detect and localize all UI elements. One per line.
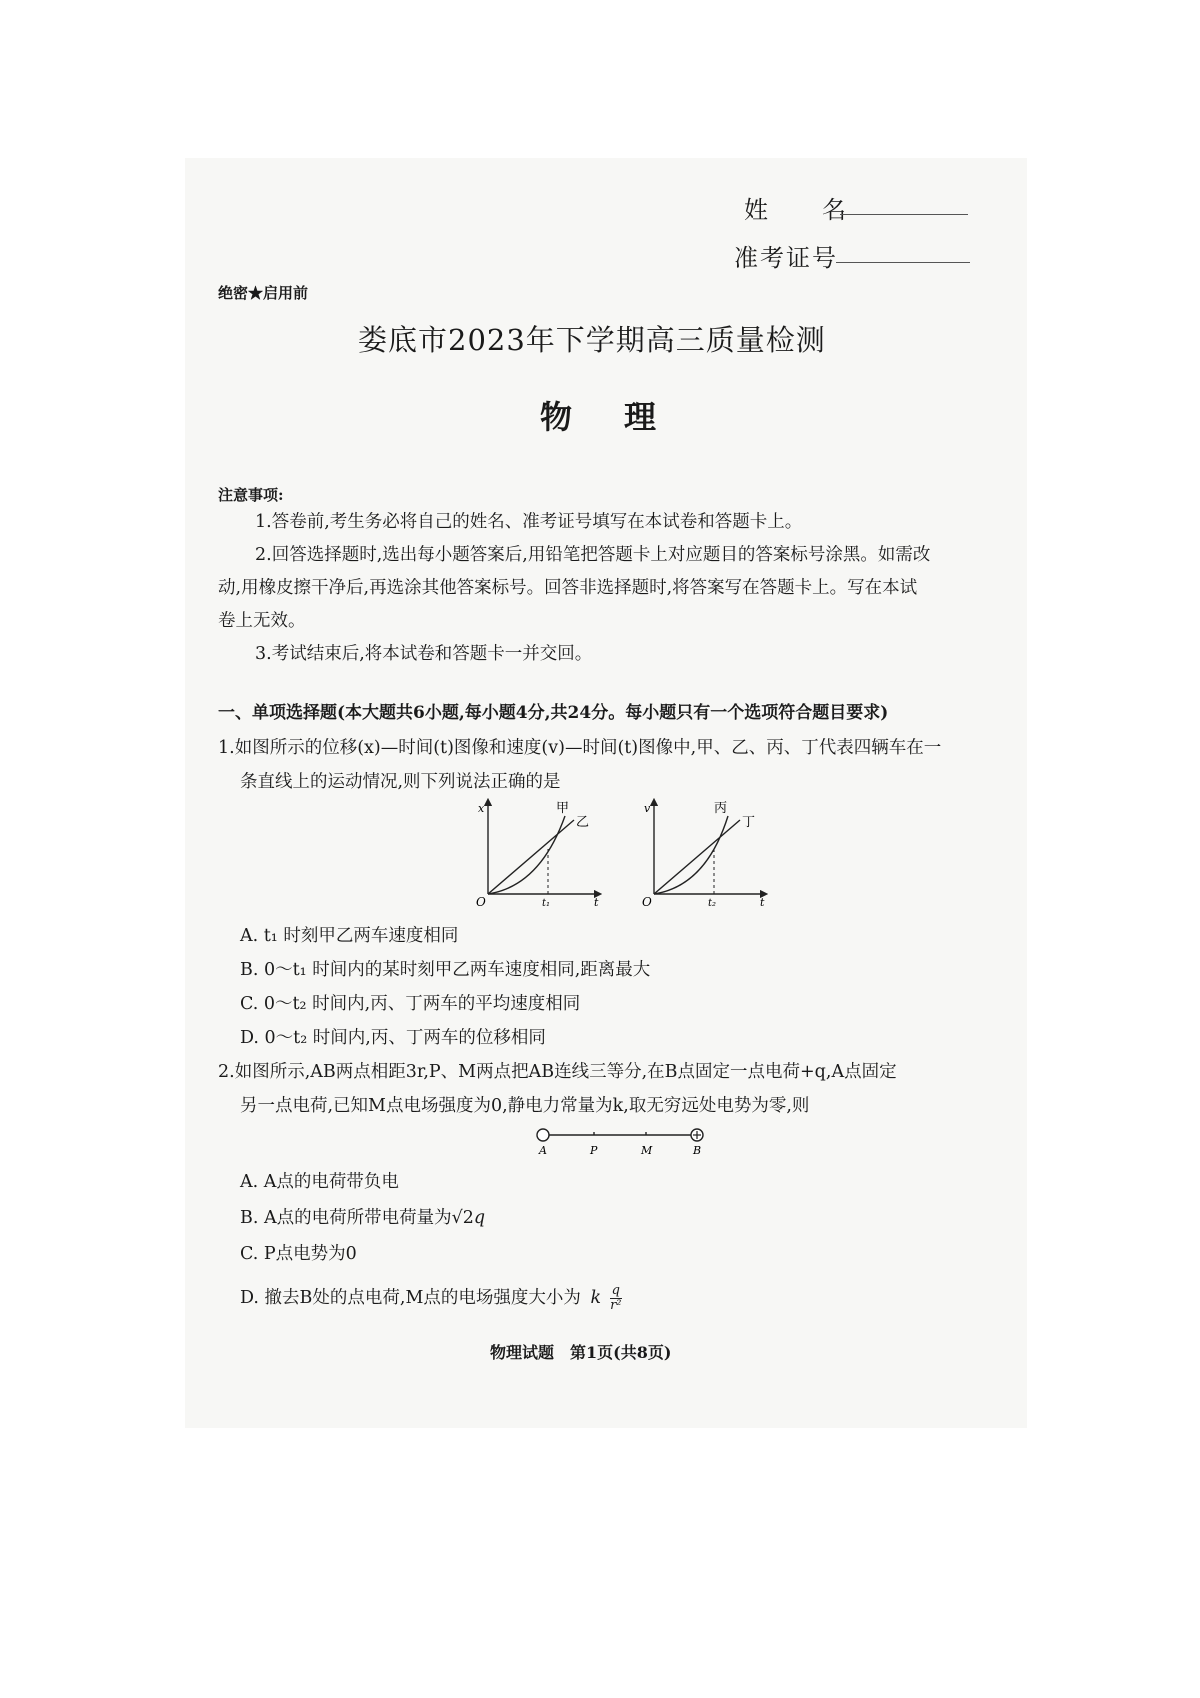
fraction-numerator: q	[611, 1283, 620, 1298]
x-axis-label: t	[594, 896, 599, 908]
page-footer: 物理试题 第1页(共8页)	[490, 1343, 672, 1362]
section-heading: 一、单项选择题(本大题共6小题,每小题4分,共24分。每小题只有一个选项符合题目要求)	[218, 703, 889, 723]
exam-id-field-line	[836, 262, 970, 263]
curve-jia-label: 甲	[556, 801, 570, 816]
q2-option-d-k: k	[590, 1288, 602, 1308]
q2-charge-diagram	[530, 1124, 710, 1160]
q2-stem-line2: 另一点电荷,已知M点电场强度为0,静电力常量为k,取无穷远处电势为零,则	[240, 1096, 810, 1116]
label-p: P	[590, 1144, 598, 1157]
q2-option-b-root: √2	[451, 1208, 474, 1228]
origin-label: O	[476, 895, 486, 908]
notice-item-2-cont: 动,用橡皮擦干净后,再选涂其他答案标号。回答非选择题时,将答案写在答题卡上。写在本试	[218, 578, 918, 598]
q1-option-b: B. 0～t₁ 时间内的某时刻甲乙两车速度相同,距离最大	[240, 960, 651, 980]
q1-xt-graph	[470, 796, 610, 908]
q2-option-a: A. A点的电荷带负电	[240, 1172, 399, 1192]
label-a: A	[539, 1144, 547, 1157]
line-yi-label: 乙	[576, 815, 590, 830]
q1-stem-line2: 条直线上的运动情况,则下列说法正确的是	[240, 772, 561, 792]
curve-bing-label: 丙	[714, 801, 728, 816]
q2-option-b-var: q	[473, 1208, 486, 1228]
q2-option-d-text: D. 撤去B处的点电荷,M点的电场强度大小为	[240, 1288, 581, 1308]
notice-item-2-end: 卷上无效。	[218, 611, 306, 631]
q1-option-a: A. t₁ 时刻甲乙两车速度相同	[240, 926, 459, 946]
origin-label: O	[642, 895, 652, 908]
charge-a	[537, 1129, 549, 1141]
fraction-denominator: r²	[610, 1298, 622, 1313]
t1-label: t₁	[542, 898, 551, 908]
y-axis-label: x	[478, 802, 485, 815]
notice-item-3: 3.考试结束后,将本试卷和答题卡一并交回。	[255, 644, 593, 664]
x-axis-label: t	[760, 896, 765, 908]
q1-stem-line1: 1.如图所示的位移(x)—时间(t)图像和速度(v)—时间(t)图像中,甲、乙、丙、丁代表四辆车在一	[218, 738, 942, 758]
q1-option-c: C. 0～t₂ 时间内,丙、丁两车的平均速度相同	[240, 994, 581, 1014]
q2-option-b-text: B. A点的电荷所带电荷量为	[240, 1208, 452, 1228]
q1-vt-graph	[636, 796, 776, 908]
q2-option-c: C. P点电势为0	[240, 1244, 357, 1264]
t2-label: t₂	[708, 898, 717, 908]
notice-item-1: 1.答卷前,考生务必将自己的姓名、准考证号填写在本试卷和答题卡上。	[255, 512, 803, 532]
y-axis-label: v	[644, 802, 651, 815]
curve-jia	[488, 816, 565, 894]
q2-stem-line1: 2.如图所示,AB两点相距3r,P、M两点把AB连线三等分,在B点固定一点电荷+q,A点固定	[218, 1062, 897, 1082]
name-label: 姓 名	[744, 196, 848, 224]
secret-mark: 绝密★启用前	[218, 284, 309, 302]
notice-item-2: 2.回答选择题时,选出每小题答案后,用铅笔把答题卡上对应题目的答案标号涂黑。如需改	[255, 545, 931, 565]
exam-title: 娄底市2023年下学期高三质量检测	[358, 323, 826, 357]
q2-option-b	[240, 1204, 485, 1229]
subject-title: 物理	[540, 398, 709, 436]
q1-option-d: D. 0～t₂ 时间内,丙、丁两车的位移相同	[240, 1028, 546, 1048]
label-m: M	[641, 1144, 653, 1157]
line-yi	[488, 820, 574, 894]
notice-heading: 注意事项:	[218, 486, 284, 504]
curve-bing	[654, 816, 728, 894]
exam-id-label: 准考证号	[734, 244, 838, 272]
q2-option-d	[240, 1284, 622, 1313]
label-b: B	[693, 1144, 702, 1157]
q2-option-d-fraction	[610, 1284, 622, 1313]
line-ding	[654, 820, 740, 894]
name-field-line	[840, 214, 968, 215]
line-ding-label: 丁	[742, 815, 756, 830]
